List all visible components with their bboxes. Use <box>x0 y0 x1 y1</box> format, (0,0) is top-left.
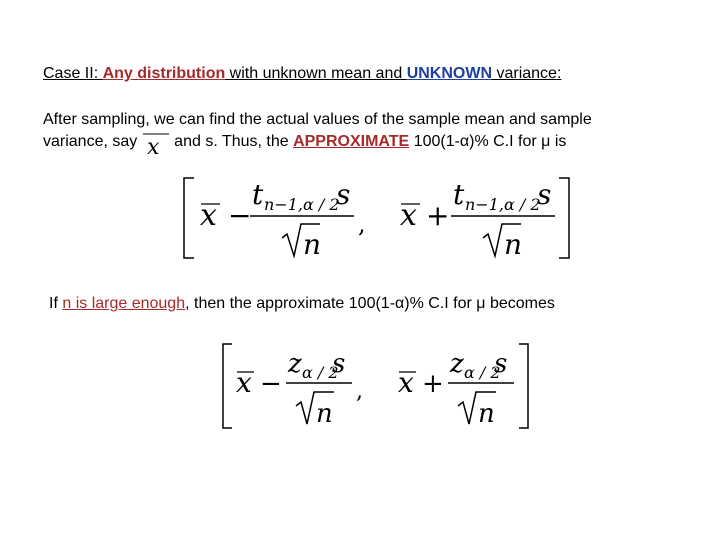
large-n-condition: n is large enough <box>62 295 186 312</box>
large-n-prefix: If <box>49 295 63 312</box>
formula-t-s2: s <box>537 178 552 211</box>
heading-any-distribution: Any distribution <box>102 65 226 82</box>
approximate-keyword: APPROXIMATE <box>293 133 410 150</box>
formula-t-right-bracket <box>559 178 569 258</box>
formula-t-sub2: n−1,α / 2 <box>465 195 541 214</box>
case-heading <box>43 64 561 84</box>
inline-xbar <box>142 132 170 158</box>
formula-z-s1: s <box>332 349 346 379</box>
formula-t-n1: n <box>303 228 322 261</box>
formula-z-plus: + <box>422 369 444 399</box>
paragraph-line-1 <box>43 110 592 130</box>
heading-case-label: Case II: <box>43 65 103 82</box>
heading-unknown: UNKNOWN <box>406 65 493 82</box>
large-n-line <box>49 294 555 314</box>
ci-text: 100(1-α)% C.I for μ is <box>409 133 567 150</box>
formula-t-xbar1: x <box>200 198 217 233</box>
formula-z-z1: z <box>288 349 302 379</box>
paragraph-line-1-text: After sampling, we can find the actual values of the sample mean and sample <box>43 111 592 128</box>
formula-z-interval <box>210 338 540 438</box>
formula-z-xbar2: x <box>398 366 414 399</box>
formula-t-minus: − <box>228 199 252 232</box>
formula-t-sub1: n−1,α / 2 <box>264 195 340 214</box>
formula-z-minus: − <box>260 369 282 399</box>
formula-z-sub1: α / 2 <box>302 363 339 382</box>
say-prefix: variance, say <box>43 133 138 150</box>
inline-xbar-svg <box>142 132 170 158</box>
formula-z-n2: n <box>478 399 495 429</box>
formula-z-right-bracket <box>519 344 528 428</box>
formula-t-s1: s <box>336 178 351 211</box>
heading-middle: with unknown mean and <box>225 65 407 82</box>
heading-variance: variance <box>492 65 557 82</box>
heading-colon: : <box>556 65 562 82</box>
formula-z-s2: s <box>494 349 508 379</box>
formula-z-comma: , <box>356 379 363 404</box>
formula-z-xbar1: x <box>236 366 252 399</box>
formula-t-n2: n <box>504 228 523 261</box>
formula-z-left-bracket <box>223 344 232 428</box>
paragraph-line-2 <box>43 132 567 158</box>
formula-t-left-bracket <box>184 178 194 258</box>
inline-xbar-x: x <box>146 135 160 158</box>
large-n-suffix: , then the approximate 100(1-α)% C.I for μ becomes <box>185 295 555 312</box>
formula-z-z2: z <box>450 349 464 379</box>
formula-t-t1: t <box>252 178 264 211</box>
formula-t-xbar2: x <box>400 198 417 233</box>
formula-t-t2: t <box>453 178 465 211</box>
formula-z-n1: n <box>316 399 333 429</box>
formula-z-sub2: α / 2 <box>464 363 501 382</box>
formula-t-plus: + <box>426 199 450 232</box>
say-suffix: and s. Thus, the <box>174 133 294 150</box>
formula-t-comma: , <box>358 210 366 238</box>
formula-t-interval <box>170 172 590 272</box>
